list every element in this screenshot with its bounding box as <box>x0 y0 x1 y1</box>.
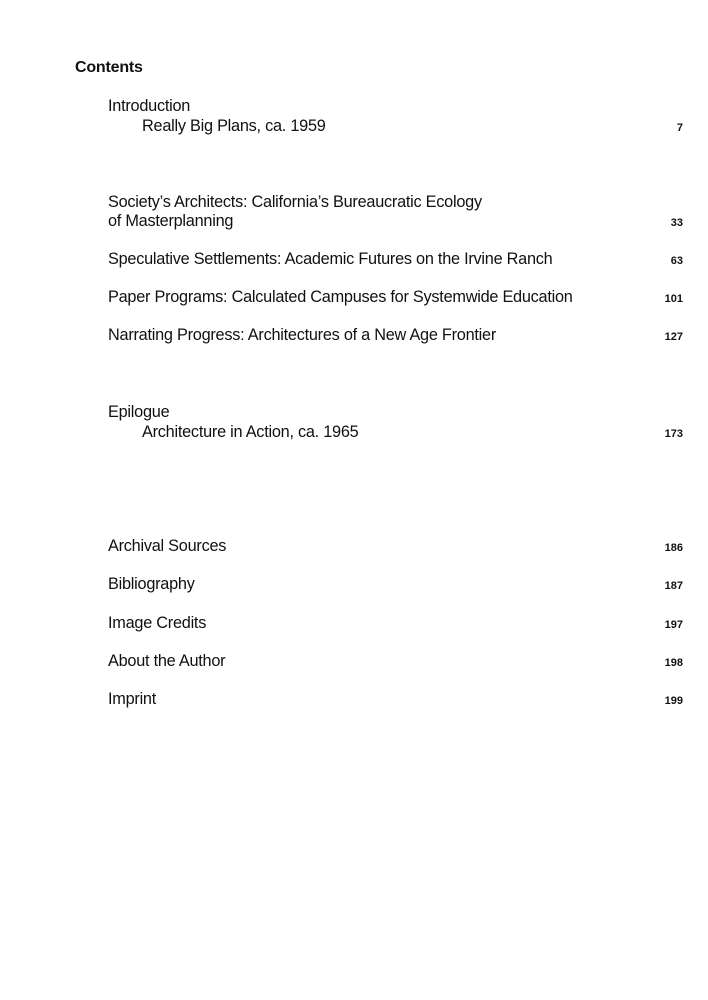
toc-entry-title-introduction: Really Big Plans, ca. 1959 <box>142 117 326 135</box>
toc-entry-title-epilogue: Architecture in Action, ca. 1965 <box>142 423 359 441</box>
toc-entry-title-chapter-3: Paper Programs: Calculated Campuses for Systemwide Education <box>108 288 573 306</box>
toc-page-number-imprint: 199 <box>664 695 683 707</box>
toc-part-label-introduction: Introduction <box>108 97 191 115</box>
toc-entry-title-about-the-author: About the Author <box>108 652 226 670</box>
toc-entry-title-imprint: Imprint <box>108 690 157 708</box>
toc-entry-title-chapter-2: Speculative Settlements: Academic Futures on the Irvine Ranch <box>108 250 553 268</box>
toc-entry-title-archival-sources: Archival Sources <box>108 537 227 555</box>
toc-page-number-chapter-2: 63 <box>670 255 683 267</box>
toc-page-number-chapter-1: 33 <box>670 217 683 229</box>
toc-entry-title-bibliography: Bibliography <box>108 575 195 593</box>
page-title: Contents <box>75 59 143 76</box>
toc-entry-title-chapter-1-line-2: of Masterplanning <box>108 212 234 230</box>
toc-part-label-epilogue: Epilogue <box>108 403 170 421</box>
toc-page-number-about-the-author: 198 <box>664 657 683 669</box>
toc-page-number-image-credits: 197 <box>664 619 683 631</box>
toc-entry-title-image-credits: Image Credits <box>108 614 207 632</box>
toc-page-number-archival-sources: 186 <box>664 542 683 554</box>
toc-page-number-epilogue: 173 <box>664 428 683 440</box>
toc-page-number-chapter-4: 127 <box>664 331 683 343</box>
toc-page-number-chapter-3: 101 <box>664 293 683 305</box>
toc-page-number-bibliography: 187 <box>664 580 683 592</box>
toc-entry-title-chapter-1-line-1: Society’s Architects: California’s Bureaucratic Ecology <box>108 193 482 211</box>
toc-entry-title-chapter-4: Narrating Progress: Architectures of a New Age Frontier <box>108 326 497 344</box>
toc-page-number-introduction: 7 <box>676 122 683 134</box>
